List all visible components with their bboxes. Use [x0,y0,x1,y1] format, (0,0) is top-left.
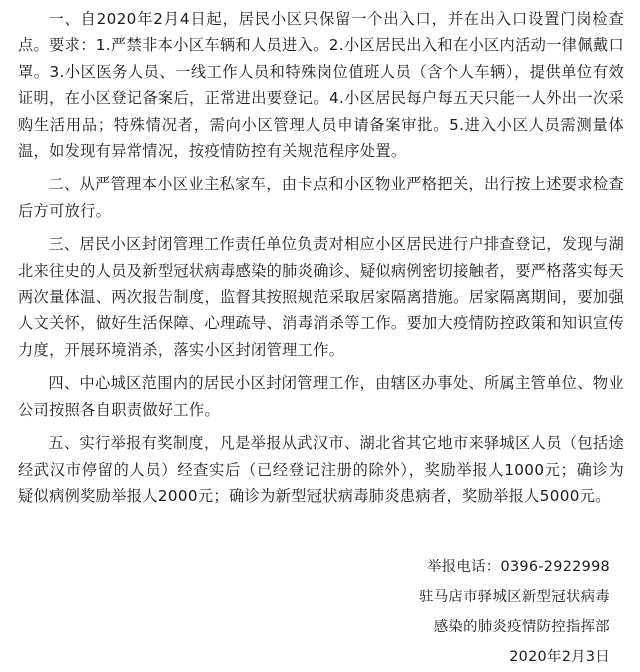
issue-date: 2020年2月3日 [509,649,610,665]
paragraph-1: 一、自2020年2月4日起，居民小区只保留一个出入口，并在出入口设置门岗检查点。要求：1.严禁非本小区车辆和人员进入。2.小区居民出入和在小区内活动一律佩戴口罩。3.小区医务人员、一线工作人员和特殊岗位值班人员（含个人车辆），提供单位有效证明，在小区登记备案后，正常进出要登记。4.小区居民每户每五天只能一人外出一次采购生活用品；特殊情况者，需向小区管理人员申请备案审批。5.进入小区人员需测量体温，如发现有异常情况，按疫情防控有关规范程序处置。 [18,10,624,161]
paragraph-2: 二、从严管理本小区业主私家车，由卡点和小区物业严格把关，出行按上述要求检查后方可放行。 [18,175,624,220]
paragraph-3: 三、居民小区封闭管理工作责任单位负责对相应小区居民进行户排查登记，发现与湖北来往史的人员及新型冠状病毒感染的肺炎确诊、疑似病例密切接触者，要严格落实每天两次量体温、两次报告制度，监督其按照规范采取居家隔离措施。居家隔离期间，要加强人文关怀，做好生活保障、心理疏导、消毒消杀等工作。要加大疫情防控政策和知识宣传力度，开展环境消杀，落实小区封闭管理工作。 [18,235,624,359]
issuer-line-1: 驻马店市驿城区新型冠状病毒 [419,589,610,605]
paragraph-5: 五、实行举报有奖制度，凡是举报从武汉市、湖北省其它地市来驿城区人员（包括途经武汉市停留的人员）经查实后（已经登记注册的除外），奖励举报人1000元；确诊为疑似病例奖励举报人2000元；确诊为新型冠状病毒肺炎患病者，奖励举报人5000元。 [18,434,624,505]
hotline-text: 举报电话：0396-2922998 [427,559,610,575]
paragraph-4: 四、中心城区范围内的居民小区封闭管理工作，由辖区办事处、所属主管单位、物业公司按照各自职责做好工作。 [18,374,624,419]
issuer-line-2: 感染的肺炎疫情防控指挥部 [433,619,610,635]
signature-block [419,552,610,672]
